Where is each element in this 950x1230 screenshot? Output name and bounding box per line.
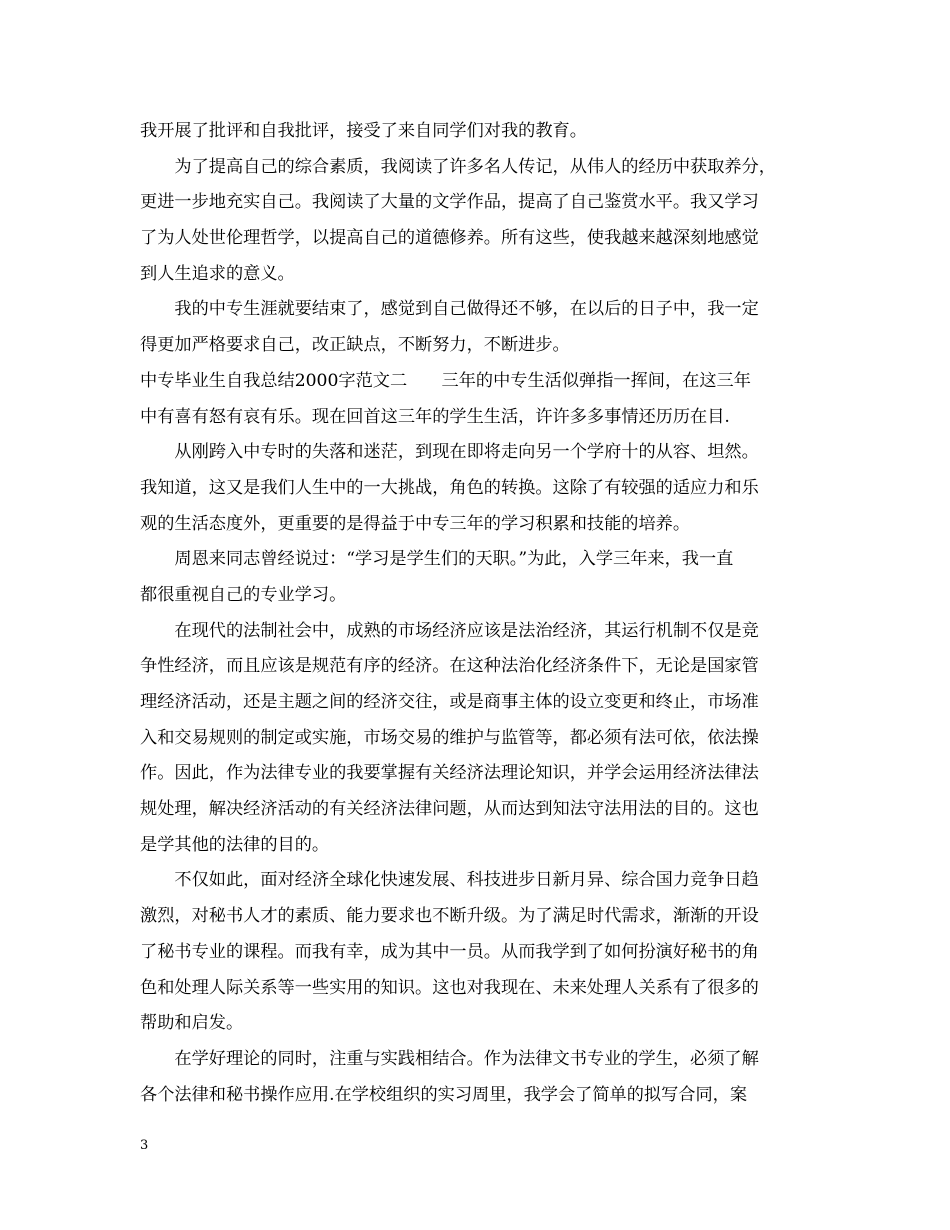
text-line: 入和交易规则的制定或实施，市场交易的维护与监管等，都必须有法可依，依法操: [140, 727, 759, 748]
text-line: 激烈，对秘书人才的素质、能力要求也不断升级。为了满足时代需求，渐渐的开设: [140, 906, 759, 927]
text-line: 为了提高自己的综合素质，我阅读了许多名人传记，从伟人的经历中获取养分，: [140, 156, 776, 177]
text-line: 理经济活动，还是主题之间的经济交往，或是商事主体的设立变更和终止，市场准: [140, 692, 759, 712]
text-line: 都很重视自己的专业学习。: [140, 584, 347, 605]
text-line: 从刚跨入中专时的失落和迷茫，到现在即将走向另一个学府十的从容、坦然。: [140, 442, 759, 463]
text-line: 各个法律和秘书操作应用.在学校组织的实习周里，我学会了简单的拟写合同，案: [140, 1084, 748, 1105]
text-line: 我的中专生涯就要结束了，感觉到自己做得还不够，在以后的日子中，我一定: [140, 299, 759, 320]
text-line: 了为人处世伦理哲学，以提高自己的道德修养。所有这些，使我越来越深刻地感觉: [140, 228, 759, 249]
text-line: 是学其他的法律的目的。: [140, 834, 330, 855]
text-line: 在现代的法制社会中，成熟的市场经济应该是法治经济，其运行机制不仅是竞: [140, 620, 759, 641]
text-line: 中有喜有怒有哀有乐。现在回首这三年的学生生活，许许多多事情还历历在目.: [140, 406, 730, 427]
text-line: 周恩来同志曾经说过：“学习是学生们的天职。”为此，入学三年来，我一直: [140, 549, 734, 570]
text-line: 更进一步地充实自己。我阅读了大量的文学作品，提高了自己鉴赏水平。我又学习: [140, 192, 759, 213]
text-line: 得更加严格要求自己，改正缺点，不断努力，不断进步。: [140, 335, 570, 356]
text-line: 色和处理人际关系等一些实用的知识。这也对我现在、未来处理人关系有了很多的: [140, 977, 759, 998]
text-line: 在学好理论的同时，注重与实践相结合。作为法律文书专业的学生，必须了解: [140, 1048, 759, 1069]
section-heading-line: 中专毕业生自我总结2000字范文二 三年的中专生活似弹指一挥间，在这三年: [140, 370, 751, 391]
text-line: 到人生追求的意义。: [140, 263, 295, 284]
text-line: 不仅如此，面对经济全球化快速发展、科技进步日新月异、综合国力竞争日趋: [140, 870, 759, 891]
text-line: 了秘书专业的课程。而我有幸，成为其中一员。从而我学到了如何扮演好秘书的角: [140, 941, 759, 962]
page-number: 3: [140, 1138, 149, 1153]
text-line: 帮助和启发。: [140, 1013, 244, 1034]
text-line: 作。因此，作为法律专业的我要掌握有关经济法理论知识，并学会运用经济法律法: [140, 763, 759, 784]
text-line: 规处理，解决经济活动的有关经济法律问题，从而达到知法守法用法的目的。这也: [140, 799, 759, 820]
text-line: 争性经济，而且应该是规范有序的经济。在这种法治化经济条件下，无论是国家管: [140, 656, 759, 677]
text-line: 我开展了批评和自我批评，接受了来自同学们对我的教育。: [140, 121, 587, 141]
text-line: 观的生活态度外，更重要的是得益于中专三年的学习积累和技能的培养。: [140, 513, 691, 534]
text-line: 我知道，这又是我们人生中的一大挑战，角色的转换。这除了有较强的适应力和乐: [140, 477, 759, 498]
body-text: [140, 114, 812, 1113]
